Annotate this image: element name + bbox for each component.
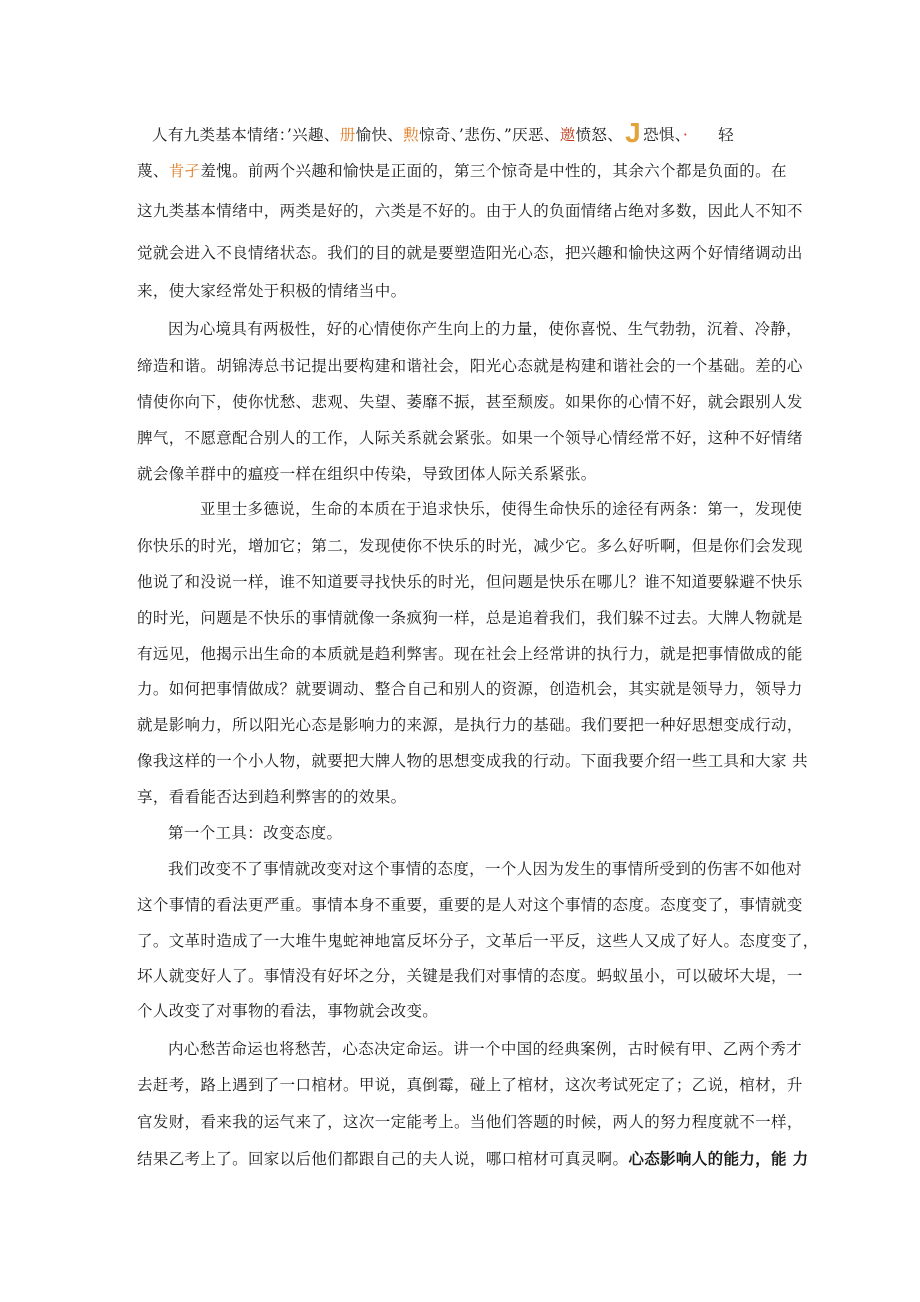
- text-run: 恐惧、: [643, 126, 683, 144]
- paragraph-line: 就是影响力，所以阳光心态是影响力的来源，是执行力的基础。我们要把一种好思想变成行动，: [137, 716, 803, 734]
- paragraph-line: 内心愁苦命运也将愁苦，心态决定命运。讲一个中国的经典案例，古时候有甲、乙两个秀才: [168, 1040, 803, 1058]
- paragraph-line: 个人改变了对事物的看法，事物就会改变。: [137, 1002, 439, 1020]
- paragraph-line-2: [137, 160, 787, 182]
- text-run: 人有九类基本情绪：’兴趣、: [152, 126, 340, 144]
- paragraph-line: 这九类基本情绪中，两类是好的，六类是不好的。由于人的负面情绪占绝对多数，因此人不知不: [137, 202, 803, 220]
- paragraph-line: 力。如何把事情做成？就要调动、整合自己和别人的资源，创造机会，其实就是领导力，领导力: [137, 680, 803, 698]
- paragraph-line: 有远见，他揭示出生命的本质就是趋利弊害。现在社会上经常讲的执行力，就是把事情做成的能: [137, 645, 803, 663]
- text-run: 惊奇、’悲伤、”厌恶、: [419, 126, 560, 144]
- highlight-char: 勲: [403, 126, 420, 144]
- paragraph-line: 情使你向下，使你忧愁、悲观、失望、萎靡不振，甚至颓废。如果你的心情不好，就会跟别人发: [137, 393, 803, 411]
- paragraph-line: 就会像羊群中的瘟疫一样在组织中传染，导致团体人际关系紧张。: [137, 465, 597, 483]
- paragraph-line: 你快乐的时光，增加它；第二，发现使你不快乐的时光，减少它。多么好听啊，但是你们会发现: [137, 537, 803, 555]
- text-run: 轻: [718, 126, 735, 144]
- paragraph-line: 官发财，看来我的运气来了，这次一定能考上。当他们答题的时候，两人的努力程度就不一样，: [137, 1113, 803, 1131]
- text-run: 羞愧。前两个兴趣和愉快是正面的，第三个惊奇是中性的，其余六个都是负面的。在: [200, 162, 787, 180]
- paragraph-line: 觉就会进入不良情绪状态。我们的目的就是要塑造阳光心态，把兴趣和愉快这两个好情绪调动出: [137, 244, 803, 262]
- paragraph-line: 因为心境具有两极性，好的心情使你产生向上的力量，使你喜悦、生气勃勃，沉着、冷静，: [168, 320, 803, 338]
- paragraph-line: 像我这样的一个小人物，就要把大牌人物的思想变成我的行动。下面我要介绍一些工具和大家 共: [137, 752, 808, 770]
- paragraph-line: 的时光，问题是不快乐的事情就像一条疯狗一样，总是追着我们，我们躲不过去。大牌人物就是: [137, 609, 803, 627]
- paragraph-line: 亚里士多德说，生命的本质在于追求快乐，使得生命快乐的途径有两条：第一，发现使: [200, 500, 803, 518]
- highlight-char: 册: [339, 126, 356, 144]
- section-heading: 第一个工具：改变态度。: [168, 824, 343, 842]
- large-j-glyph: J: [625, 117, 642, 148]
- paragraph-line-1: [152, 117, 735, 148]
- red-dot-glyph: ·: [682, 126, 689, 144]
- text-run: 结果乙考上了。回家以后他们都跟自己的夫人说，哪口棺材可真灵啊。: [137, 1150, 629, 1168]
- paragraph-line: 坏人就变好人了。事情没有好坏之分，关键是我们对事情的态度。蚂蚁虽小，可以破坏大堤，一: [137, 967, 803, 985]
- bold-text-run: 心态影响人的能力，能 力: [628, 1149, 809, 1168]
- text-run: 蔑、: [137, 162, 169, 180]
- paragraph-line-last: [137, 1148, 808, 1170]
- paragraph-line: 缔造和谐。胡锦涛总书记提出要构建和谐社会，阳光心态就是构建和谐社会的一个基础。差的心: [137, 357, 803, 375]
- paragraph-line: 这个事情的看法更严重。事情本身不重要，重要的是人对这个事情的态度。态度变了，事情就变: [137, 896, 803, 914]
- paragraph-line: 来，使大家经常处于积极的情绪当中。: [137, 282, 407, 300]
- paragraph-line: 享，看看能否达到趋利弊害的的效果。: [137, 788, 407, 806]
- paragraph-line: 他说了和没说一样，谁不知道要寻找快乐的时光，但问题是快乐在哪儿？谁不知道要躲避不快乐: [137, 573, 803, 591]
- text-run: 愉快、: [355, 126, 404, 144]
- highlight-char: 肯孑: [168, 162, 201, 180]
- paragraph-line: 去赶考，路上遇到了一口棺材。甲说，真倒霉，碰上了棺材，这次考试死定了；乙说，棺材，升: [137, 1076, 803, 1094]
- paragraph-line: 我们改变不了事情就改变对这个事情的态度，一个人因为发生的事情所受到的伤害不如他对: [168, 860, 803, 878]
- highlight-char: 邀: [559, 126, 576, 144]
- paragraph-line: 脾气，不愿意配合别人的工作，人际关系就会紧张。如果一个领导心情经常不好，这种不好情绪: [137, 429, 803, 447]
- text-run: 愤怒、: [575, 126, 624, 144]
- paragraph-line: 了。文革时造成了一大堆牛鬼蛇神地富反坏分子，文革后一平反，这些人又成了好人。态度变了，: [137, 932, 819, 950]
